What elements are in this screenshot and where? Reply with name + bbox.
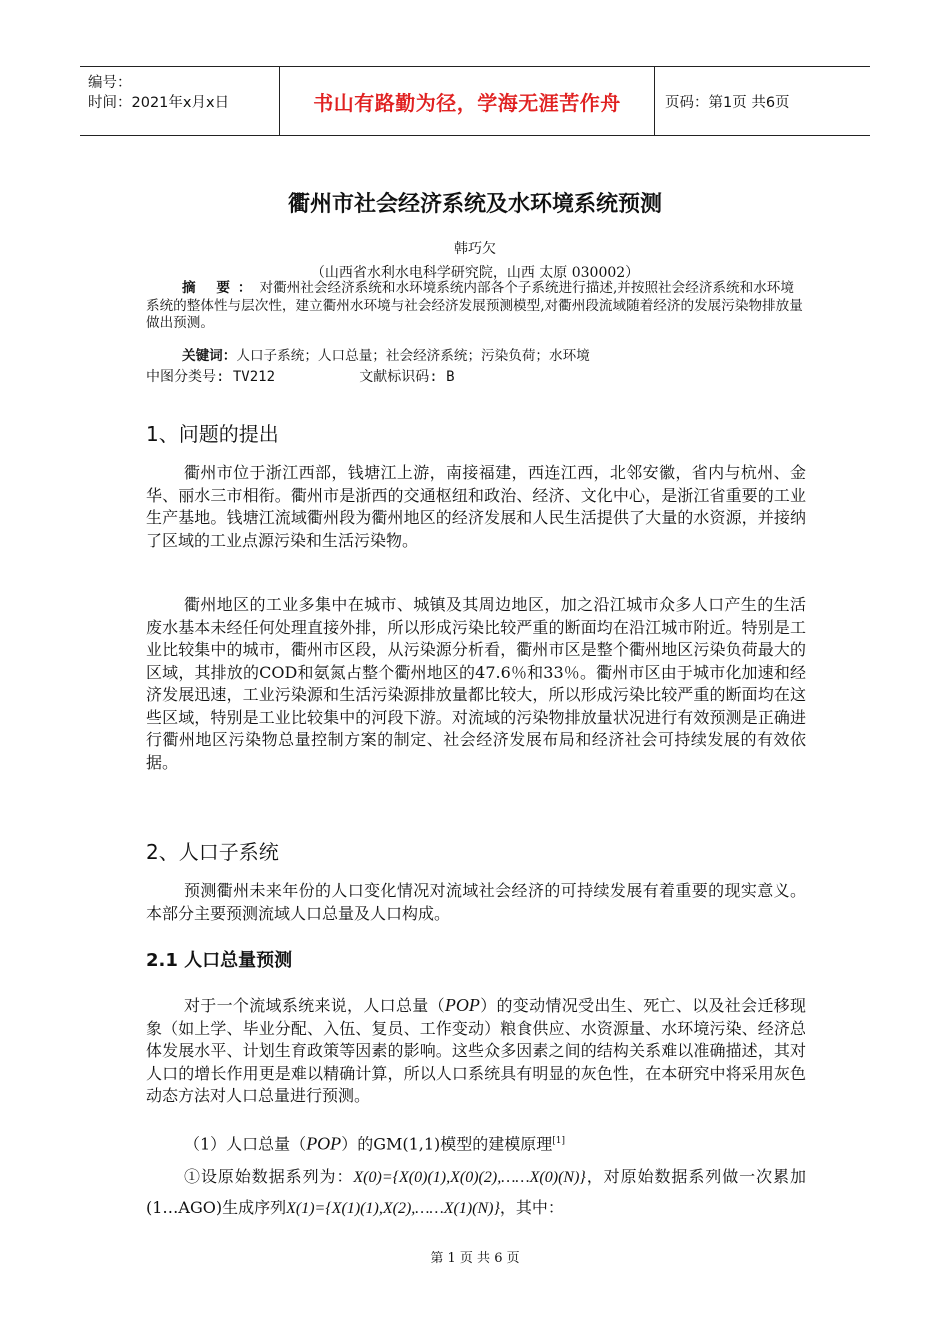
section2-paragraph-2 xyxy=(146,994,806,1108)
keywords-label: 关键词： xyxy=(182,348,237,364)
time-label: 时间：2021年x月x日 xyxy=(88,95,230,111)
section1-paragraph-1: 衢州市位于浙江西部，钱塘江上游，南接福建，西连江西，北邻安徽，省内与杭州、金华、丽水三市相衔。衢州市是浙西的交通枢纽和政治、经济、文化中心，是浙江省重要的工业生产基地。钱塘江流域衢州段为衢州地区的经济发展和人民生活提供了大量的水资源，并接纳了区域的工业点源污染和生活污染物。 xyxy=(146,463,806,550)
section2-heading: 2、人口子系统 xyxy=(146,840,279,864)
keywords-text: 人口子系统；人口总量；社会经济系统；污染负荷；水环境 xyxy=(236,348,590,364)
header-page-info: 页码：第1页 共6页 xyxy=(665,94,790,111)
section2-paragraph-1: 预测衢州未来年份的人口变化情况对流域社会经济的可持续发展有着重要的现实意义。本部分主要预测流域人口总量及人口构成。 xyxy=(146,881,806,923)
page-footer: 第 1 页 共 6 页 xyxy=(430,1251,520,1266)
para4-text-before: ①设原始数据系列为： xyxy=(184,1167,354,1186)
article-author: 韩巧欠 xyxy=(454,241,496,257)
section2-paragraph-3 xyxy=(146,1130,806,1156)
abstract-text: 对衢州社会经济系统和水环境系统内部各个子系统进行描述,并按照社会经济系统和水环境系统的整体性与层次性，建立衢州水环境与社会经济发展预测模型,对衢州段流域随着经济的发展污染物排放量做出预测。 xyxy=(146,280,803,331)
classification-line: 中图分类号: TV212 文献标识码: B xyxy=(146,369,455,385)
keywords xyxy=(146,344,806,364)
article-affiliation: （山西省水利水电科学研究院，山西 太原 030002） xyxy=(310,265,640,281)
section2-paragraph-4 xyxy=(146,1162,806,1224)
section1-paragraph-2: 衢州地区的工业多集中在城市、城镇及其周边地区，加之沿江城市众多人口产生的生活废水基本未经任何处理直接外排，所以形成污染比较严重的断面均在沿江城市附近。特别是工业比较集中的城市，衢州市区段，从污染源分析看，衢州市区是整个衢州地区污染负荷最大的区域，其排放的COD和氨氮占整个衢州地区的47.6％和33％。衢州市区由于城市化加速和经济发展迅速，工业污染源和生活污染源排放量都比较大，所以形成污染比较严重的断面均在这些区域，特别是工业比较集中的河段下游。对流域的污染物排放量状况进行有效预测是正确进行衢州地区污染物总量控制方案的制定、社会经济发展布局和经济社会可持续发展的有效依据。 xyxy=(146,595,806,772)
para2-text-before: 对于一个流域系统来说，人口总量（ xyxy=(184,996,445,1015)
para4-text-end: ，其中： xyxy=(499,1198,564,1217)
header-table xyxy=(80,66,870,136)
section1-heading: 1、问题的提出 xyxy=(146,422,279,446)
para2-text-after: ）的变动情况受出生、死亡、以及社会迁移现象（如上学、毕业分配、入伍、复员、工作变动）粮食供应、水资源量、水环境污染、经济总体发展水平、计划生育政策等因素的影响。这些众多因素之间的结构关系难以准确描述，其对人口的增长作用更是难以精确计算，所以人口系统具有明显的灰色性，在本研究中将采用灰色动态方法对人口总量进行预测。 xyxy=(146,996,806,1105)
abstract xyxy=(146,280,806,333)
para3-text-after: ）的GM(1,1)模型的建模原理 xyxy=(341,1134,553,1154)
section2-1-heading: 2.1 人口总量预测 xyxy=(146,950,293,971)
formula-accumulated-series: X(1)={X(1)(1),X(2),……X(1)(N)} xyxy=(286,1200,500,1217)
para3-text-before: （1）人口总量（ xyxy=(184,1134,307,1154)
abstract-label: 摘 要： xyxy=(182,280,260,296)
formula-original-series: X(0)={X(0)(1),X(0)(2),……X(0)(N)} xyxy=(353,1169,586,1186)
header-meta xyxy=(80,67,280,135)
number-label: 编号： xyxy=(88,75,132,91)
para4-text-after: ，对原始数据系列做一次累加(1…AGO)生成序列 xyxy=(146,1167,806,1217)
reference-mark: [1] xyxy=(552,1136,566,1146)
pop-symbol: POP xyxy=(306,1133,342,1154)
header-motto: 书山有路勤为径，学海无涯苦作舟 xyxy=(280,67,655,135)
pop-symbol: POP xyxy=(444,995,480,1015)
article-title: 衢州市社会经济系统及水环境系统预测 xyxy=(287,192,662,217)
